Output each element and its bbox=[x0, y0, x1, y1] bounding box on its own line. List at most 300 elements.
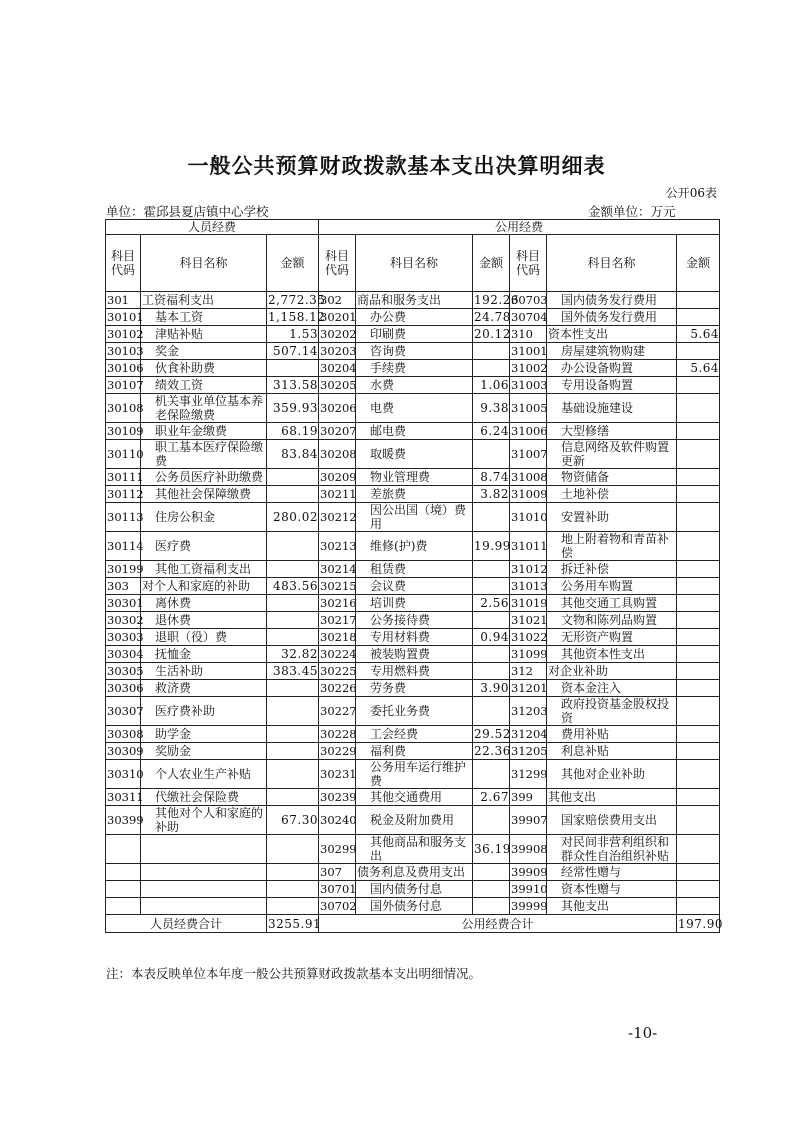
public-a-amount-cell bbox=[473, 360, 510, 377]
table-row bbox=[106, 663, 720, 680]
public-a-amount-cell bbox=[473, 343, 510, 360]
public-a-amount-cell: 24.78 bbox=[474, 310, 511, 324]
table-row bbox=[106, 377, 720, 394]
personnel-code-cell: 30199 bbox=[107, 562, 144, 576]
col-code: 科目代码 bbox=[319, 235, 356, 292]
public-a-code-cell: 307 bbox=[319, 864, 356, 881]
personnel-name-cell: 伙食补助费 bbox=[141, 360, 267, 377]
public-b-code-cell: 31001 bbox=[511, 344, 548, 358]
public-a-code-cell: 30212 bbox=[319, 503, 356, 532]
public-a-name-cell: 办公费 bbox=[356, 309, 473, 326]
public-a-amount-cell: 8.74 bbox=[473, 469, 510, 486]
public-a-code-cell: 30226 bbox=[320, 681, 357, 695]
public-b-code-cell: 31003 bbox=[511, 378, 548, 392]
expenditure-table bbox=[105, 219, 724, 933]
public-a-code-cell: 30208 bbox=[319, 440, 356, 469]
public-b-code-cell: 31019 bbox=[511, 596, 548, 610]
personnel-amount-cell: 32.82 bbox=[267, 646, 319, 663]
public-a-amount-cell: 9.38 bbox=[473, 394, 510, 423]
public-a-name-cell: 公务接待费 bbox=[356, 612, 473, 629]
personnel-code-cell: 30102 bbox=[107, 327, 144, 341]
public-a-code-cell: 30207 bbox=[320, 424, 357, 438]
public-a-code-cell: 30202 bbox=[320, 327, 357, 341]
personnel-code-cell: 30109 bbox=[107, 424, 144, 438]
public-a-name-cell: 福利费 bbox=[356, 743, 473, 760]
public-a-name-cell: 邮电费 bbox=[356, 423, 473, 440]
public-a-name-cell: 租赁费 bbox=[356, 561, 473, 578]
personnel-amount-cell bbox=[267, 835, 319, 864]
public-a-name-cell: 手续费 bbox=[356, 360, 473, 377]
footnote: 注：本表反映单位本年度一般公共预算财政拨款基本支出明细情况。 bbox=[106, 966, 482, 981]
table-row bbox=[106, 629, 720, 646]
public-total-value: 197.90 bbox=[678, 916, 724, 931]
public-b-name-cell: 基础设施建设 bbox=[547, 394, 677, 423]
personnel-code-cell: 303 bbox=[106, 578, 141, 595]
form-number: 公开06表 bbox=[665, 186, 717, 200]
public-a-name-cell: 债务利息及费用支出 bbox=[356, 864, 473, 881]
personnel-amount-cell: 1.53 bbox=[267, 326, 319, 343]
public-b-amount-cell bbox=[677, 789, 720, 806]
public-b-name-cell: 政府投资基金股权投资 bbox=[547, 697, 677, 726]
public-a-name-cell: 国内债务付息 bbox=[356, 881, 473, 898]
public-b-code-cell: 31203 bbox=[510, 697, 547, 726]
personnel-name-cell: 个人农业生产补贴 bbox=[141, 760, 267, 789]
personnel-code-cell: 30303 bbox=[107, 630, 144, 644]
public-a-code-cell: 30228 bbox=[320, 727, 357, 741]
public-a-amount-cell bbox=[473, 561, 510, 578]
public-b-amount-cell bbox=[677, 680, 720, 697]
public-b-name-cell: 信息网络及软件购置更新 bbox=[547, 440, 677, 469]
personnel-name-cell: 基本工资 bbox=[141, 309, 267, 326]
public-a-name-cell: 专用材料费 bbox=[356, 629, 473, 646]
personnel-code-cell: 30306 bbox=[107, 681, 144, 695]
public-a-code-cell: 30204 bbox=[320, 361, 357, 375]
public-b-name-cell: 拆迁补偿 bbox=[547, 561, 677, 578]
public-b-name-cell: 办公设备购置 bbox=[547, 360, 677, 377]
public-a-amount-cell bbox=[473, 864, 510, 881]
table-row bbox=[106, 292, 720, 309]
public-b-code-cell: 31008 bbox=[511, 470, 548, 484]
personnel-name-cell: 奖金 bbox=[141, 343, 267, 360]
public-a-name-cell: 培训费 bbox=[356, 595, 473, 612]
public-b-amount-cell bbox=[677, 309, 720, 326]
public-b-amount-cell: 5.64 bbox=[677, 360, 720, 377]
personnel-code-cell: 30111 bbox=[107, 470, 144, 484]
personnel-code-cell: 30308 bbox=[107, 727, 144, 741]
personnel-name-cell: 抚恤金 bbox=[141, 646, 267, 663]
personnel-name-cell: 医疗费补助 bbox=[141, 697, 267, 726]
public-a-amount-cell bbox=[473, 646, 510, 663]
personnel-name-cell: 职工基本医疗保险缴费 bbox=[141, 440, 267, 469]
table-row bbox=[106, 423, 720, 440]
public-a-code-cell: 30227 bbox=[319, 697, 356, 726]
personnel-name-cell: 其他对个人和家庭的补助 bbox=[141, 806, 267, 835]
personnel-name-cell: 其他工资福利支出 bbox=[141, 561, 267, 578]
table-row bbox=[106, 326, 720, 343]
table-row bbox=[106, 726, 720, 743]
personnel-amount-cell bbox=[267, 629, 319, 646]
public-a-name-cell: 专用燃料费 bbox=[356, 663, 473, 680]
personnel-name-cell bbox=[141, 881, 267, 898]
public-a-code-cell: 30240 bbox=[319, 806, 356, 835]
reporting-unit: 单位：霍邱县夏店镇中心学校 bbox=[106, 204, 269, 219]
public-a-code-cell: 30239 bbox=[320, 790, 357, 804]
personnel-amount-cell: 507.14 bbox=[267, 343, 319, 360]
public-a-code-cell: 30213 bbox=[319, 532, 356, 561]
public-b-name-cell: 资本性支出 bbox=[547, 326, 677, 343]
table-row bbox=[106, 864, 720, 881]
public-b-name-cell: 土地补偿 bbox=[547, 486, 677, 503]
public-a-code-cell: 30299 bbox=[319, 835, 356, 864]
personnel-code-cell: 30108 bbox=[106, 394, 141, 423]
public-b-amount-cell bbox=[677, 612, 720, 629]
public-a-amount-cell: 20.12 bbox=[474, 327, 511, 341]
table-row bbox=[106, 595, 720, 612]
public-header: 公用经费 bbox=[319, 220, 720, 235]
public-a-code-cell: 30206 bbox=[319, 394, 356, 423]
personnel-code-cell: 30399 bbox=[106, 806, 141, 835]
public-a-amount-cell: 192.26 bbox=[474, 293, 520, 307]
personnel-amount-cell bbox=[267, 486, 319, 503]
personnel-code-cell: 30101 bbox=[107, 310, 144, 324]
personnel-amount-cell: 313.58 bbox=[267, 377, 319, 394]
public-a-amount-cell: 2.56 bbox=[473, 595, 510, 612]
public-a-amount-cell: 1.06 bbox=[473, 377, 510, 394]
public-b-amount-cell bbox=[677, 343, 720, 360]
public-a-code-cell: 30701 bbox=[320, 882, 357, 896]
public-a-name-cell: 商品和服务支出 bbox=[356, 292, 473, 309]
personnel-amount-cell bbox=[267, 881, 319, 898]
public-a-name-cell: 税金及附加费用 bbox=[356, 806, 473, 835]
public-b-amount-cell bbox=[677, 561, 720, 578]
public-b-name-cell: 其他支出 bbox=[547, 898, 677, 915]
public-total-label: 公用经费合计 bbox=[319, 915, 677, 933]
public-b-amount-cell bbox=[677, 440, 720, 469]
personnel-amount-cell bbox=[267, 697, 319, 726]
public-b-name-cell: 其他支出 bbox=[547, 789, 677, 806]
public-a-code-cell: 30209 bbox=[320, 470, 357, 484]
public-b-code-cell: 312 bbox=[510, 663, 547, 680]
public-a-amount-cell bbox=[473, 898, 510, 915]
public-b-amount-cell bbox=[677, 423, 720, 440]
public-b-code-cell: 31011 bbox=[510, 532, 547, 561]
table-row bbox=[106, 561, 720, 578]
table-row bbox=[106, 440, 720, 469]
table-row bbox=[106, 469, 720, 486]
personnel-code-cell: 30114 bbox=[106, 532, 141, 561]
personnel-amount-cell bbox=[267, 469, 319, 486]
public-b-code-cell: 31204 bbox=[511, 727, 548, 741]
public-b-amount-cell bbox=[677, 663, 720, 680]
personnel-code-cell bbox=[106, 898, 141, 915]
personnel-name-cell bbox=[141, 835, 267, 864]
public-a-code-cell: 30203 bbox=[320, 344, 357, 358]
personnel-code-cell: 30103 bbox=[107, 344, 144, 358]
group-header-row bbox=[106, 220, 720, 235]
table-row bbox=[106, 680, 720, 697]
public-a-amount-cell: 3.90 bbox=[473, 680, 510, 697]
personnel-name-cell: 职业年金缴费 bbox=[141, 423, 267, 440]
personnel-name-cell bbox=[141, 898, 267, 915]
personnel-name-cell: 退职（役）费 bbox=[141, 629, 267, 646]
personnel-code-cell: 30307 bbox=[106, 697, 141, 726]
public-b-code-cell: 39999 bbox=[511, 899, 548, 913]
public-a-name-cell: 水费 bbox=[356, 377, 473, 394]
public-b-name-cell: 文物和陈列品购置 bbox=[547, 612, 677, 629]
public-b-code-cell: 31021 bbox=[511, 613, 548, 627]
public-b-amount-cell bbox=[677, 697, 720, 726]
public-a-amount-cell bbox=[473, 806, 510, 835]
public-b-amount-cell bbox=[677, 394, 720, 423]
personnel-code-cell: 30305 bbox=[107, 664, 144, 678]
public-b-code-cell: 39907 bbox=[510, 806, 547, 835]
personnel-code-cell: 30310 bbox=[106, 760, 141, 789]
public-b-code-cell: 31205 bbox=[511, 744, 548, 758]
public-a-code-cell: 30211 bbox=[320, 487, 357, 501]
table-row bbox=[106, 532, 720, 561]
personnel-code-cell bbox=[106, 835, 141, 864]
table-row bbox=[106, 789, 720, 806]
personnel-amount-cell bbox=[267, 726, 319, 743]
personnel-amount-cell bbox=[267, 898, 319, 915]
public-a-code-cell: 30224 bbox=[320, 647, 357, 661]
personnel-amount-cell: 483.56 bbox=[267, 578, 319, 595]
public-a-code-cell: 30225 bbox=[320, 664, 357, 678]
public-b-amount-cell bbox=[677, 532, 720, 561]
public-b-name-cell: 经常性赠与 bbox=[547, 864, 677, 881]
personnel-amount-cell bbox=[267, 595, 319, 612]
table-row bbox=[106, 898, 720, 915]
table-row bbox=[106, 309, 720, 326]
personnel-total-value: 3255.91 bbox=[268, 916, 322, 931]
public-b-name-cell: 费用补贴 bbox=[547, 726, 677, 743]
personnel-amount-cell: 68.19 bbox=[267, 423, 319, 440]
personnel-name-cell: 绩效工资 bbox=[141, 377, 267, 394]
public-b-amount-cell bbox=[677, 503, 720, 532]
public-b-code-cell: 39909 bbox=[511, 865, 548, 879]
personnel-name-cell: 医疗费 bbox=[141, 532, 267, 561]
public-b-code-cell: 31010 bbox=[510, 503, 547, 532]
table-row bbox=[106, 360, 720, 377]
public-b-code-cell: 31099 bbox=[511, 647, 548, 661]
public-a-name-cell: 因公出国（境）费用 bbox=[356, 503, 473, 532]
public-a-amount-cell: 29.52 bbox=[474, 727, 511, 741]
public-b-code-cell: 31007 bbox=[510, 440, 547, 469]
public-a-name-cell: 国外债务付息 bbox=[356, 898, 473, 915]
personnel-code-cell: 30304 bbox=[107, 647, 144, 661]
personnel-code-cell: 30107 bbox=[107, 378, 144, 392]
public-b-name-cell: 专用设备购置 bbox=[547, 377, 677, 394]
personnel-name-cell: 奖励金 bbox=[141, 743, 267, 760]
col-code: 科目代码 bbox=[510, 235, 547, 292]
col-amount: 金额 bbox=[267, 235, 319, 292]
page-number: -10- bbox=[628, 1024, 658, 1042]
table-row bbox=[106, 881, 720, 898]
public-b-amount-cell bbox=[677, 881, 720, 898]
col-code: 科目代码 bbox=[106, 235, 141, 292]
personnel-amount-cell bbox=[267, 360, 319, 377]
personnel-amount-cell: 383.45 bbox=[267, 663, 319, 680]
public-b-amount-cell bbox=[677, 377, 720, 394]
public-a-name-cell: 工会经费 bbox=[356, 726, 473, 743]
col-name: 科目名称 bbox=[141, 235, 267, 292]
public-a-code-cell: 30702 bbox=[320, 899, 357, 913]
public-a-amount-cell bbox=[473, 612, 510, 629]
personnel-code-cell: 30311 bbox=[107, 790, 144, 804]
personnel-name-cell: 救济费 bbox=[141, 680, 267, 697]
public-a-name-cell: 电费 bbox=[356, 394, 473, 423]
public-b-name-cell: 安置补助 bbox=[547, 503, 677, 532]
page-title: 一般公共预算财政拨款基本支出决算明细表 bbox=[187, 153, 606, 178]
public-a-name-cell: 咨询费 bbox=[356, 343, 473, 360]
personnel-name-cell: 工资福利支出 bbox=[141, 292, 267, 309]
personnel-code-cell: 30302 bbox=[107, 613, 144, 627]
public-b-name-cell: 资本金注入 bbox=[547, 680, 677, 697]
public-b-code-cell: 39910 bbox=[511, 882, 548, 896]
personnel-amount-cell bbox=[267, 760, 319, 789]
public-b-code-cell: 31201 bbox=[511, 681, 548, 695]
public-b-amount-cell bbox=[677, 806, 720, 835]
public-b-code-cell: 30704 bbox=[511, 310, 548, 324]
public-b-name-cell: 物资储备 bbox=[547, 469, 677, 486]
public-a-code-cell: 302 bbox=[319, 292, 356, 309]
personnel-amount-cell: 359.93 bbox=[267, 394, 319, 423]
public-b-code-cell: 31002 bbox=[511, 361, 548, 375]
public-a-name-cell: 印刷费 bbox=[356, 326, 473, 343]
personnel-amount-cell bbox=[267, 789, 319, 806]
personnel-name-cell: 离休费 bbox=[141, 595, 267, 612]
personnel-name-cell: 住房公积金 bbox=[141, 503, 267, 532]
public-b-amount-cell bbox=[677, 292, 720, 309]
personnel-header: 人员经费 bbox=[106, 220, 319, 235]
public-a-code-cell: 30214 bbox=[320, 562, 357, 576]
public-b-amount-cell bbox=[677, 469, 720, 486]
personnel-name-cell: 对个人和家庭的补助 bbox=[141, 578, 267, 595]
personnel-amount-cell bbox=[267, 612, 319, 629]
table-row bbox=[106, 806, 720, 835]
totals-row bbox=[106, 915, 720, 933]
col-name: 科目名称 bbox=[547, 235, 677, 292]
public-a-name-cell: 劳务费 bbox=[356, 680, 473, 697]
public-b-amount-cell bbox=[677, 743, 720, 760]
personnel-code-cell: 30112 bbox=[107, 487, 144, 501]
personnel-amount-cell bbox=[267, 561, 319, 578]
public-b-name-cell: 对民间非营利组织和群众性自治组织补贴 bbox=[547, 835, 677, 864]
public-a-name-cell: 维修(护)费 bbox=[356, 532, 473, 561]
public-a-name-cell: 公务用车运行维护费 bbox=[356, 760, 473, 789]
public-b-code-cell: 30703 bbox=[511, 293, 548, 307]
public-b-name-cell: 房屋建筑物购建 bbox=[547, 343, 677, 360]
personnel-code-cell: 30110 bbox=[106, 440, 141, 469]
public-b-name-cell: 大型修缮 bbox=[547, 423, 677, 440]
table-row bbox=[106, 486, 720, 503]
public-b-amount-cell bbox=[677, 864, 720, 881]
table-row bbox=[106, 760, 720, 789]
public-b-name-cell: 其他交通工具购置 bbox=[547, 595, 677, 612]
personnel-code-cell: 30113 bbox=[106, 503, 141, 532]
table-row bbox=[106, 503, 720, 532]
personnel-name-cell: 公务员医疗补助缴费 bbox=[141, 469, 267, 486]
personnel-name-cell bbox=[141, 864, 267, 881]
public-a-name-cell: 差旅费 bbox=[356, 486, 473, 503]
public-b-amount-cell bbox=[677, 486, 720, 503]
public-b-name-cell: 无形资产购置 bbox=[547, 629, 677, 646]
public-b-code-cell: 399 bbox=[510, 789, 547, 806]
personnel-amount-cell bbox=[267, 743, 319, 760]
personnel-amount-cell: 1,158.12 bbox=[268, 310, 326, 324]
public-a-amount-cell bbox=[473, 663, 510, 680]
public-a-name-cell: 物业管理费 bbox=[356, 469, 473, 486]
public-a-amount-cell: 0.94 bbox=[473, 629, 510, 646]
personnel-amount-cell: 67.30 bbox=[267, 806, 319, 835]
personnel-name-cell: 退休费 bbox=[141, 612, 267, 629]
public-b-code-cell: 31299 bbox=[510, 760, 547, 789]
public-a-name-cell: 其他交通费用 bbox=[356, 789, 473, 806]
public-b-amount-cell bbox=[677, 726, 720, 743]
public-a-amount-cell bbox=[473, 578, 510, 595]
personnel-amount-cell: 280.02 bbox=[267, 503, 319, 532]
col-amount: 金额 bbox=[473, 235, 510, 292]
public-b-code-cell: 31005 bbox=[510, 394, 547, 423]
personnel-name-cell: 机关事业单位基本养老保险缴费 bbox=[141, 394, 267, 423]
public-b-name-cell: 公务用车购置 bbox=[547, 578, 677, 595]
public-a-name-cell: 委托业务费 bbox=[356, 697, 473, 726]
public-a-amount-cell: 2.67 bbox=[473, 789, 510, 806]
table-row bbox=[106, 835, 720, 864]
public-b-amount-cell bbox=[677, 835, 720, 864]
personnel-amount-cell bbox=[267, 864, 319, 881]
public-b-code-cell: 310 bbox=[510, 326, 547, 343]
public-a-amount-cell bbox=[473, 440, 510, 469]
personnel-code-cell bbox=[106, 881, 141, 898]
public-a-name-cell: 被装购置费 bbox=[356, 646, 473, 663]
personnel-name-cell: 代缴社会保险费 bbox=[141, 789, 267, 806]
public-a-amount-cell: 36.19 bbox=[473, 835, 510, 864]
public-a-code-cell: 30231 bbox=[319, 760, 356, 789]
public-a-amount-cell bbox=[473, 697, 510, 726]
public-b-name-cell: 其他资本性支出 bbox=[547, 646, 677, 663]
personnel-name-cell: 其他社会保障缴费 bbox=[141, 486, 267, 503]
public-b-amount-cell bbox=[677, 760, 720, 789]
public-a-code-cell: 30216 bbox=[320, 596, 357, 610]
public-b-code-cell: 31009 bbox=[511, 487, 548, 501]
column-header-row bbox=[106, 235, 720, 292]
public-a-name-cell: 其他商品和服务支出 bbox=[356, 835, 473, 864]
public-a-name-cell: 会议费 bbox=[356, 578, 473, 595]
public-a-amount-cell bbox=[473, 760, 510, 789]
public-a-amount-cell bbox=[473, 881, 510, 898]
public-b-code-cell: 31006 bbox=[511, 424, 548, 438]
public-b-amount-cell bbox=[677, 646, 720, 663]
personnel-code-cell: 30309 bbox=[107, 744, 144, 758]
public-b-name-cell: 资本性赠与 bbox=[547, 881, 677, 898]
public-b-name-cell: 国外债务发行费用 bbox=[547, 309, 677, 326]
public-b-code-cell: 31022 bbox=[511, 630, 548, 644]
public-a-code-cell: 30229 bbox=[320, 744, 357, 758]
public-b-amount-cell bbox=[677, 595, 720, 612]
public-b-code-cell: 31012 bbox=[511, 562, 548, 576]
public-a-code-cell: 30218 bbox=[320, 630, 357, 644]
table-row bbox=[106, 394, 720, 423]
public-b-amount-cell bbox=[677, 898, 720, 915]
table-row bbox=[106, 578, 720, 595]
public-a-amount-cell: 6.24 bbox=[473, 423, 510, 440]
public-a-name-cell: 取暖费 bbox=[356, 440, 473, 469]
personnel-total-label: 人员经费合计 bbox=[106, 915, 267, 933]
personnel-amount-cell: 2,772.35 bbox=[268, 293, 326, 307]
personnel-name-cell: 生活补助 bbox=[141, 663, 267, 680]
public-b-name-cell: 国家赔偿费用支出 bbox=[547, 806, 677, 835]
